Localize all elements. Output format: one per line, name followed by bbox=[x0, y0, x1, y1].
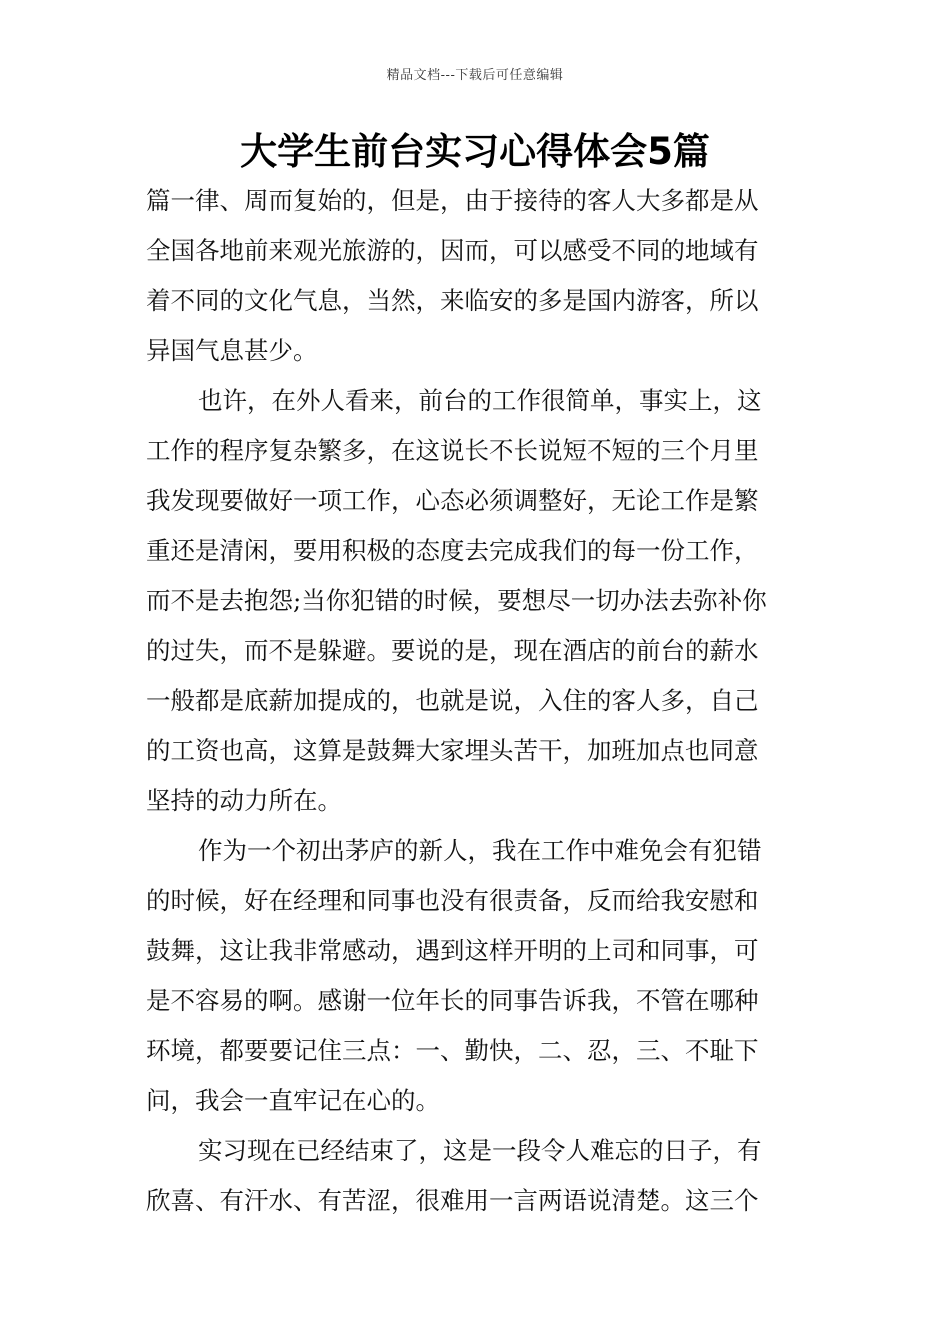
text-line: 全国各地前来观光旅游的，因而，可以感受不同的地域有 bbox=[146, 236, 759, 265]
text-line: 重还是清闲，要用积极的态度去完成我们的每一份工作， bbox=[146, 536, 759, 565]
text-line: 一般都是底薪加提成的，也就是说，入住的客人多，自己 bbox=[146, 686, 759, 715]
text-line: 工作的程序复杂繁多，在这说长不长说短不短的三个月里 bbox=[146, 436, 759, 465]
document-title: 大学生前台实习心得体会5篇 bbox=[240, 130, 710, 173]
header-note: 精品文档---下载后可任意编辑 bbox=[386, 68, 564, 83]
text-line-indented: 作为一个初出茅庐的新人，我在工作中难免会有犯错 bbox=[198, 836, 762, 865]
text-line: 而不是去抱怨;当你犯错的时候，要想尽一切办法去弥补你 bbox=[146, 586, 767, 615]
text-line: 环境，都要要记住三点：一、勤快，二、忍，三、不耻下 bbox=[146, 1036, 759, 1065]
text-line: 异国气息甚少。 bbox=[146, 336, 318, 365]
text-line: 坚持的动力所在。 bbox=[146, 786, 342, 815]
text-line-indented: 也许，在外人看来，前台的工作很简单，事实上，这 bbox=[198, 386, 762, 415]
text-line: 我发现要做好一项工作，心态必须调整好，无论工作是繁 bbox=[146, 486, 759, 515]
text-line: 的时候，好在经理和同事也没有很责备，反而给我安慰和 bbox=[146, 886, 759, 915]
text-line: 的工资也高，这算是鼓舞大家埋头苦干，加班加点也同意 bbox=[146, 736, 759, 765]
text-line: 欣喜、有汗水、有苦涩，很难用一言两语说清楚。这三个 bbox=[146, 1186, 759, 1215]
text-line: 着不同的文化气息，当然，来临安的多是国内游客，所以 bbox=[146, 286, 759, 315]
text-line: 鼓舞，这让我非常感动，遇到这样开明的上司和同事，可 bbox=[146, 936, 759, 965]
text-line: 是不容易的啊。感谢一位年长的同事告诉我，不管在哪种 bbox=[146, 986, 759, 1015]
document-body bbox=[146, 176, 806, 1226]
text-line-indented: 实习现在已经结束了，这是一段令人难忘的日子，有 bbox=[198, 1136, 762, 1165]
text-line: 问，我会一直牢记在心的。 bbox=[146, 1086, 440, 1115]
text-line: 的过失，而不是躲避。要说的是，现在酒店的前台的薪水 bbox=[146, 636, 759, 665]
text-line: 篇一律、周而复始的，但是，由于接待的客人大多都是从 bbox=[146, 186, 759, 215]
